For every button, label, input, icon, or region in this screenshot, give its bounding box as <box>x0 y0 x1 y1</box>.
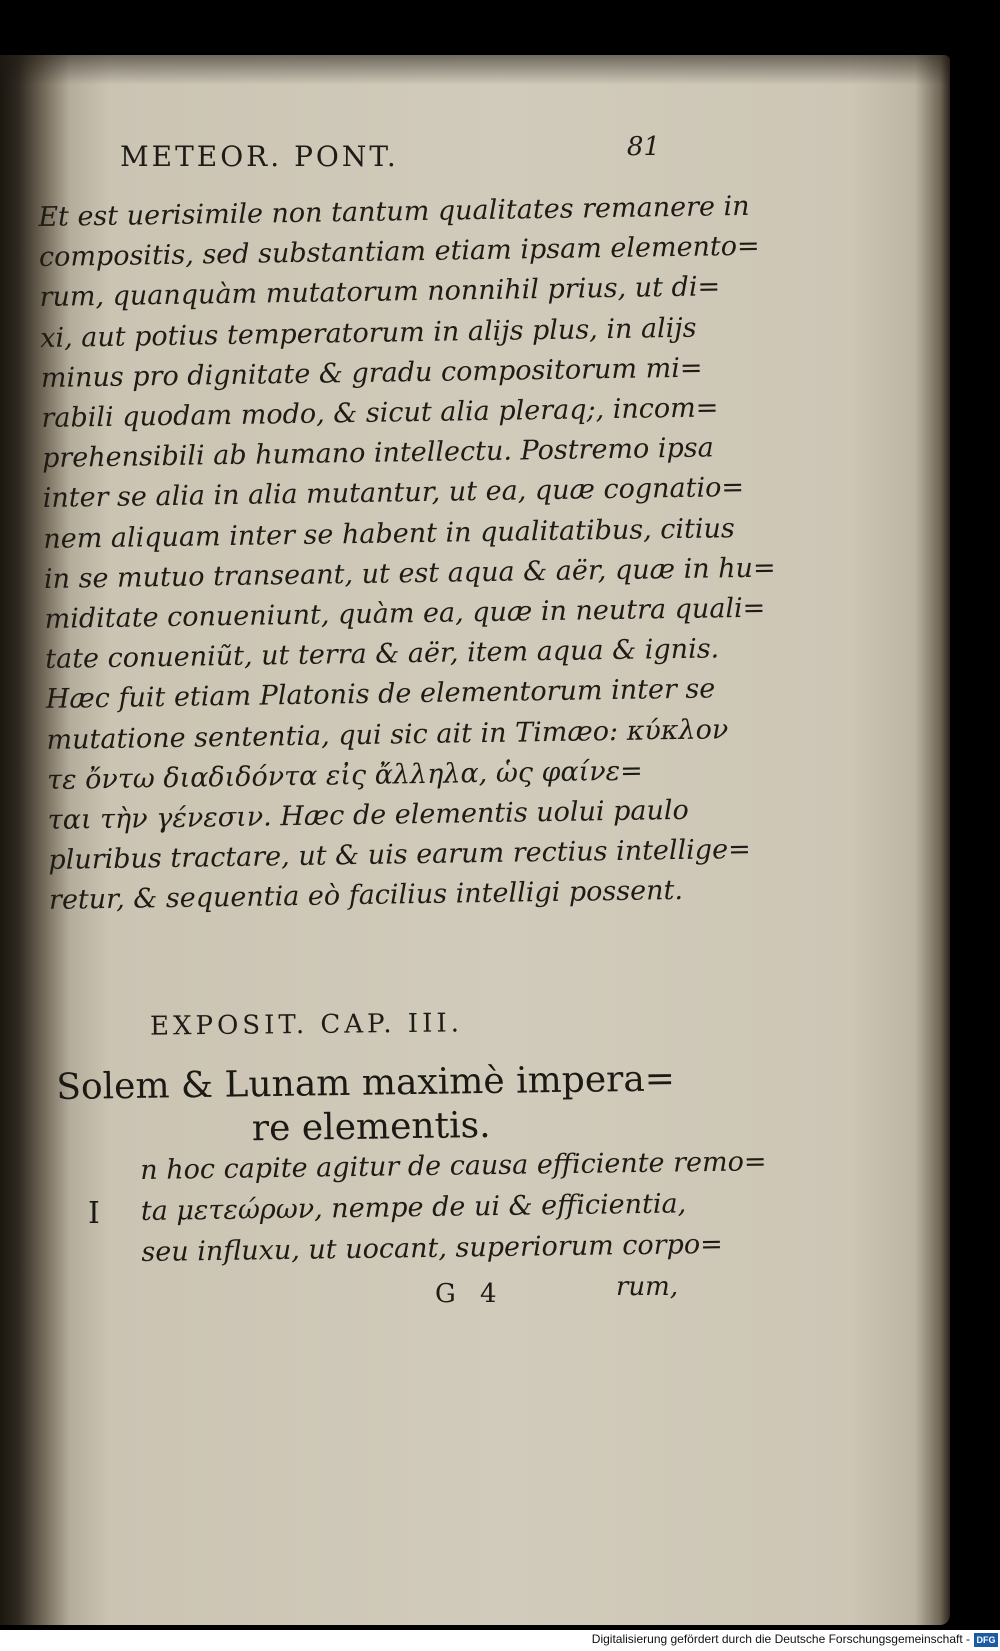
page-number: 81 <box>626 132 660 162</box>
body-text <box>38 188 776 922</box>
text-line: rum, quanquàm mutatorum nonnihil prius, ut di= <box>39 271 721 314</box>
drop-cap: I <box>88 1196 100 1231</box>
text-line: tate conueniũt, ut terra & aër, item aqua & ignis. <box>45 633 720 676</box>
text-line: miditate conueniunt, quàm ea, quæ in neutra quali= <box>44 592 766 635</box>
text-line: xi, aut potius temperatorum in alijs plus, in alijs <box>39 312 697 354</box>
dfg-logo: DFG <box>974 1633 998 1647</box>
chapter-title-line: Solem & Lunam maximè impera= <box>56 1058 676 1108</box>
text-line: seu influxu, ut uocant, superiorum corpo= <box>141 1228 723 1268</box>
text-line: Et est uerisimile non tantum qualitates remanere in <box>38 190 750 233</box>
text-line: ta μετεώρων, nempe de ui & efficientia, <box>140 1188 687 1227</box>
text-line: ται τὴν γένεσιν. Hæc de elementis uolui paulo <box>47 794 690 836</box>
text-line: inter se alia in alia mutantur, ut ea, quæ cognatio= <box>42 472 745 515</box>
text-line: mutatione sententia, qui sic ait in Timæo: κύκλον <box>46 713 729 756</box>
text-line: nem aliquam inter se habent in qualitatibus, citius <box>43 512 735 555</box>
catchword: rum, <box>616 1272 679 1302</box>
chapter-heading: EXPOSIT. CAP. III. <box>149 1008 464 1042</box>
text-line: τε ὄντω διαδιδόντα εἰς ἄλληλα, ὡς φαίνε= <box>46 755 644 796</box>
signature-mark: G 4 <box>435 1279 505 1309</box>
running-title: METEOR. PONT. <box>120 140 399 173</box>
chapter-body <box>140 1141 768 1273</box>
text-line: retur, & sequentia eò facilius intelligi possent. <box>48 875 684 917</box>
text-line: n hoc capite agitur de causa efficiente remo= <box>140 1146 767 1186</box>
text-line: in se mutuo transeant, ut est aqua & aër, quæ in hu= <box>43 552 776 595</box>
chapter-title <box>56 1057 676 1154</box>
page-shadow <box>0 55 950 85</box>
text-line: pluribus tractare, ut & uis earum rectius intellige= <box>48 834 751 877</box>
text-line: prehensibili ab humano intellectu. Postremo ipsa <box>41 432 714 475</box>
text-line: compositis, sed substantiam etiam ipsam elemento= <box>38 230 760 274</box>
text-line: rabili quodam modo, & sicut alia pleraq;, incom= <box>41 392 719 434</box>
text-line: Hæc fuit etiam Platonis de elementorum inter se <box>45 673 716 716</box>
text-line: minus pro dignitate & gradu compositorum mi= <box>40 352 703 394</box>
chapter-title-line: re elementis. <box>251 1104 491 1150</box>
credit-text: Digitalisierung gefördert durch die Deutsche Forschungsgemeinschaft - <box>591 1632 970 1646</box>
